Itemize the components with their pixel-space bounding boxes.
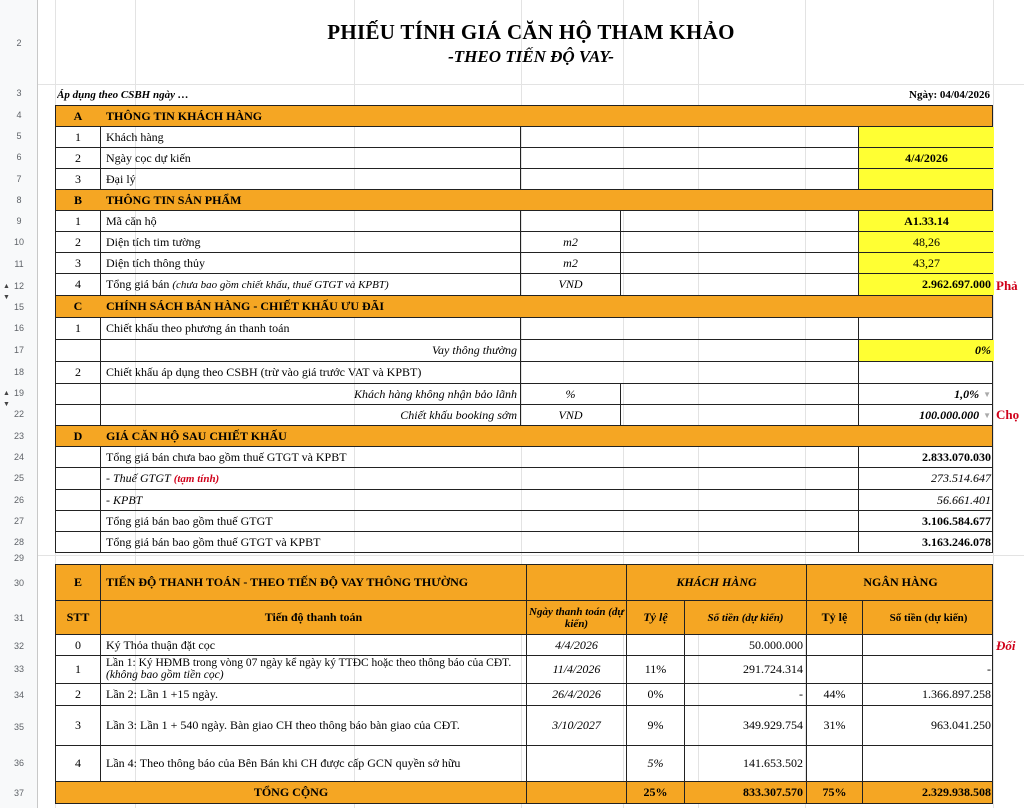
row-number[interactable]: 18 bbox=[13, 367, 24, 377]
row-number[interactable]: 12 bbox=[13, 281, 24, 291]
row-number[interactable]: 19 bbox=[13, 388, 24, 398]
gross-area-input[interactable]: 48,26 bbox=[858, 232, 994, 252]
table-row[interactable]: - Thuế GTGT (tạm tính) 273.514.647 bbox=[55, 468, 993, 490]
page-title: PHIẾU TÍNH GIÁ CĂN HỘ THAM KHẢO bbox=[327, 20, 735, 44]
table-row[interactable]: Chiết khấu booking sớm VND 100.000.000 ▼ bbox=[55, 405, 993, 426]
table-row[interactable]: 1 Chiết khấu theo phương án thanh toán bbox=[55, 318, 993, 340]
row-number[interactable]: 23 bbox=[13, 431, 24, 441]
payment-discount-input[interactable]: 0% bbox=[858, 340, 994, 361]
row-number[interactable]: 31 bbox=[13, 613, 24, 623]
guarantee-discount-dropdown[interactable]: 1,0% ▼ bbox=[858, 384, 994, 404]
apply-policy-label: Áp dụng theo CSBH ngày … bbox=[57, 89, 189, 101]
table-row[interactable]: 2 Lần 2: Lần 1 +15 ngày. 26/4/2026 0% - 44% 1.366.897.258 bbox=[55, 684, 993, 706]
row-number[interactable]: 35 bbox=[13, 722, 24, 732]
table-row[interactable]: 3 Đại lý bbox=[55, 169, 993, 190]
agency-input[interactable] bbox=[858, 169, 994, 189]
total-row: TỔNG CỘNG 25% 833.307.570 75% 2.329.938.508 bbox=[55, 782, 993, 804]
row-number[interactable]: 25 bbox=[13, 473, 24, 483]
row-number[interactable]: 8 bbox=[16, 195, 22, 205]
row-header-column bbox=[0, 0, 38, 808]
table-header-row: STT Tiến độ thanh toán Ngày thanh toán (dự kiến) Tỷ lệ Số tiền (dự kiến) Tỷ lệ Số tiền (dự kiến) bbox=[55, 601, 993, 635]
row-number[interactable]: 11 bbox=[14, 259, 24, 269]
row-number[interactable]: 37 bbox=[13, 788, 24, 798]
table-row[interactable]: 2 Chiết khấu áp dụng theo CSBH (trừ vào giá trước VAT và KPBT) bbox=[55, 362, 993, 384]
row-number[interactable]: 15 bbox=[13, 302, 24, 312]
row-number[interactable]: 36 bbox=[13, 758, 24, 768]
spreadsheet-grid[interactable] bbox=[38, 0, 1024, 808]
row-number[interactable]: 34 bbox=[13, 690, 24, 700]
expand-group-icon[interactable]: ▲ bbox=[3, 390, 10, 397]
row-number[interactable]: 27 bbox=[13, 516, 24, 526]
row-number[interactable]: 32 bbox=[13, 641, 24, 651]
expand-group-icon[interactable]: ▲ bbox=[3, 283, 10, 290]
table-row[interactable]: 1 Lần 1: Ký HĐMB trong vòng 07 ngày kể ngày ký TTĐC hoặc theo thông báo của CĐT. (không bao gồm tiền cọc) 11/4/2026 11% 291.724.314 - bbox=[55, 656, 993, 684]
table-row[interactable]: 3 Diện tích thông thủy m2 43,27 bbox=[55, 253, 993, 274]
unit-code-input[interactable]: A1.33.14 bbox=[858, 211, 994, 231]
row-number[interactable]: 29 bbox=[13, 553, 24, 563]
deposit-date-input[interactable]: 4/4/2026 bbox=[858, 148, 994, 168]
section-title: THÔNG TIN KHÁCH HÀNG bbox=[106, 108, 263, 123]
booking-discount-dropdown[interactable]: 100.000.000 ▼ bbox=[858, 405, 994, 425]
row-number[interactable]: 3 bbox=[16, 88, 22, 98]
row-number[interactable]: 5 bbox=[16, 131, 22, 141]
header-info-row bbox=[55, 85, 993, 106]
collapse-group-icon[interactable]: ▼ bbox=[3, 294, 10, 301]
section-e-header: E TIẾN ĐỘ THANH TOÁN - THEO TIẾN ĐỘ VAY THÔNG THƯỜNG KHÁCH HÀNG NGÂN HÀNG bbox=[55, 564, 993, 601]
table-row[interactable]: Tổng giá bán bao gồm thuế GTGT và KPBT 3.163.246.078 bbox=[55, 532, 993, 553]
date-label: Ngày: 04/04/2026 bbox=[909, 89, 990, 101]
section-letter: A bbox=[73, 108, 83, 123]
row-number[interactable]: 9 bbox=[16, 216, 22, 226]
row-number[interactable]: 2 bbox=[16, 38, 22, 48]
row-number[interactable]: 17 bbox=[13, 345, 24, 355]
side-note: Chọ bbox=[996, 407, 1020, 422]
section-d-header: D GIÁ CĂN HỘ SAU CHIẾT KHẤU bbox=[55, 426, 993, 447]
table-row[interactable]: 4 Lần 4: Theo thông báo của Bên Bán khi CH được cấp GCN quyền sở hữu 5% 141.653.502 bbox=[55, 746, 993, 782]
table-row[interactable]: Khách hàng không nhận bảo lãnh % 1,0% ▼ bbox=[55, 384, 993, 405]
table-row[interactable]: 1 Mã căn hộ A1.33.14 bbox=[55, 211, 993, 232]
net-area-input[interactable]: 43,27 bbox=[858, 253, 994, 273]
table-row[interactable]: Tổng giá bán chưa bao gồm thuế GTGT và KPBT 2.833.070.030 bbox=[55, 447, 993, 468]
row-number[interactable]: 28 bbox=[13, 537, 24, 547]
total-price-input[interactable]: 2.962.697.000 bbox=[858, 274, 994, 295]
table-row[interactable]: 4 Tổng giá bán (chưa bao gồm chiết khấu, thuế GTGT và KPBT) VND 2.962.697.000 bbox=[55, 274, 993, 296]
table-row[interactable]: 2 Ngày cọc dự kiến 4/4/2026 bbox=[55, 148, 993, 169]
row-number[interactable]: 16 bbox=[13, 323, 24, 333]
row-number[interactable]: 33 bbox=[13, 664, 24, 674]
section-a-header bbox=[55, 106, 993, 127]
side-note: Phả bbox=[996, 278, 1018, 293]
row-number[interactable]: 22 bbox=[13, 409, 24, 419]
table-row[interactable]: 3 Lần 3: Lần 1 + 540 ngày. Bàn giao CH theo thông báo bàn giao của CĐT. 3/10/2027 9% 349.929.754 31% 963.041.250 bbox=[55, 706, 993, 746]
dropdown-arrow-icon[interactable]: ▼ bbox=[983, 389, 991, 399]
row-number[interactable]: 10 bbox=[13, 237, 24, 247]
table-row[interactable]: 2 Diện tích tim tường m2 48,26 bbox=[55, 232, 993, 253]
table-row[interactable]: Tổng giá bán bao gồm thuế GTGT 3.106.584.677 bbox=[55, 511, 993, 532]
page-subtitle: -THEO TIẾN ĐỘ VAY- bbox=[448, 47, 614, 66]
row-number[interactable]: 7 bbox=[16, 174, 22, 184]
table-row[interactable]: 0 Ký Thỏa thuận đặt cọc 4/4/2026 50.000.000 bbox=[55, 635, 993, 656]
customer-input[interactable] bbox=[858, 127, 994, 147]
row-number[interactable]: 6 bbox=[16, 152, 22, 162]
collapse-group-icon[interactable]: ▼ bbox=[3, 401, 10, 408]
section-c-header: C CHÍNH SÁCH BÁN HÀNG - CHIẾT KHẤU ƯU ĐÃI bbox=[55, 296, 993, 318]
row-number[interactable]: 26 bbox=[13, 495, 24, 505]
dropdown-arrow-icon[interactable]: ▼ bbox=[983, 410, 991, 420]
row-number[interactable]: 24 bbox=[13, 452, 24, 462]
table-row[interactable]: Vay thông thường 0% bbox=[55, 340, 993, 362]
table-row[interactable]: - KPBT 56.661.401 bbox=[55, 490, 993, 511]
side-note: Đối bbox=[996, 638, 1016, 653]
row-number[interactable]: 4 bbox=[16, 110, 22, 120]
row-number[interactable]: 30 bbox=[13, 578, 24, 588]
table-row[interactable]: 1 Khách hàng bbox=[55, 127, 993, 148]
section-b-header: B THÔNG TIN SẢN PHẨM bbox=[55, 190, 993, 211]
